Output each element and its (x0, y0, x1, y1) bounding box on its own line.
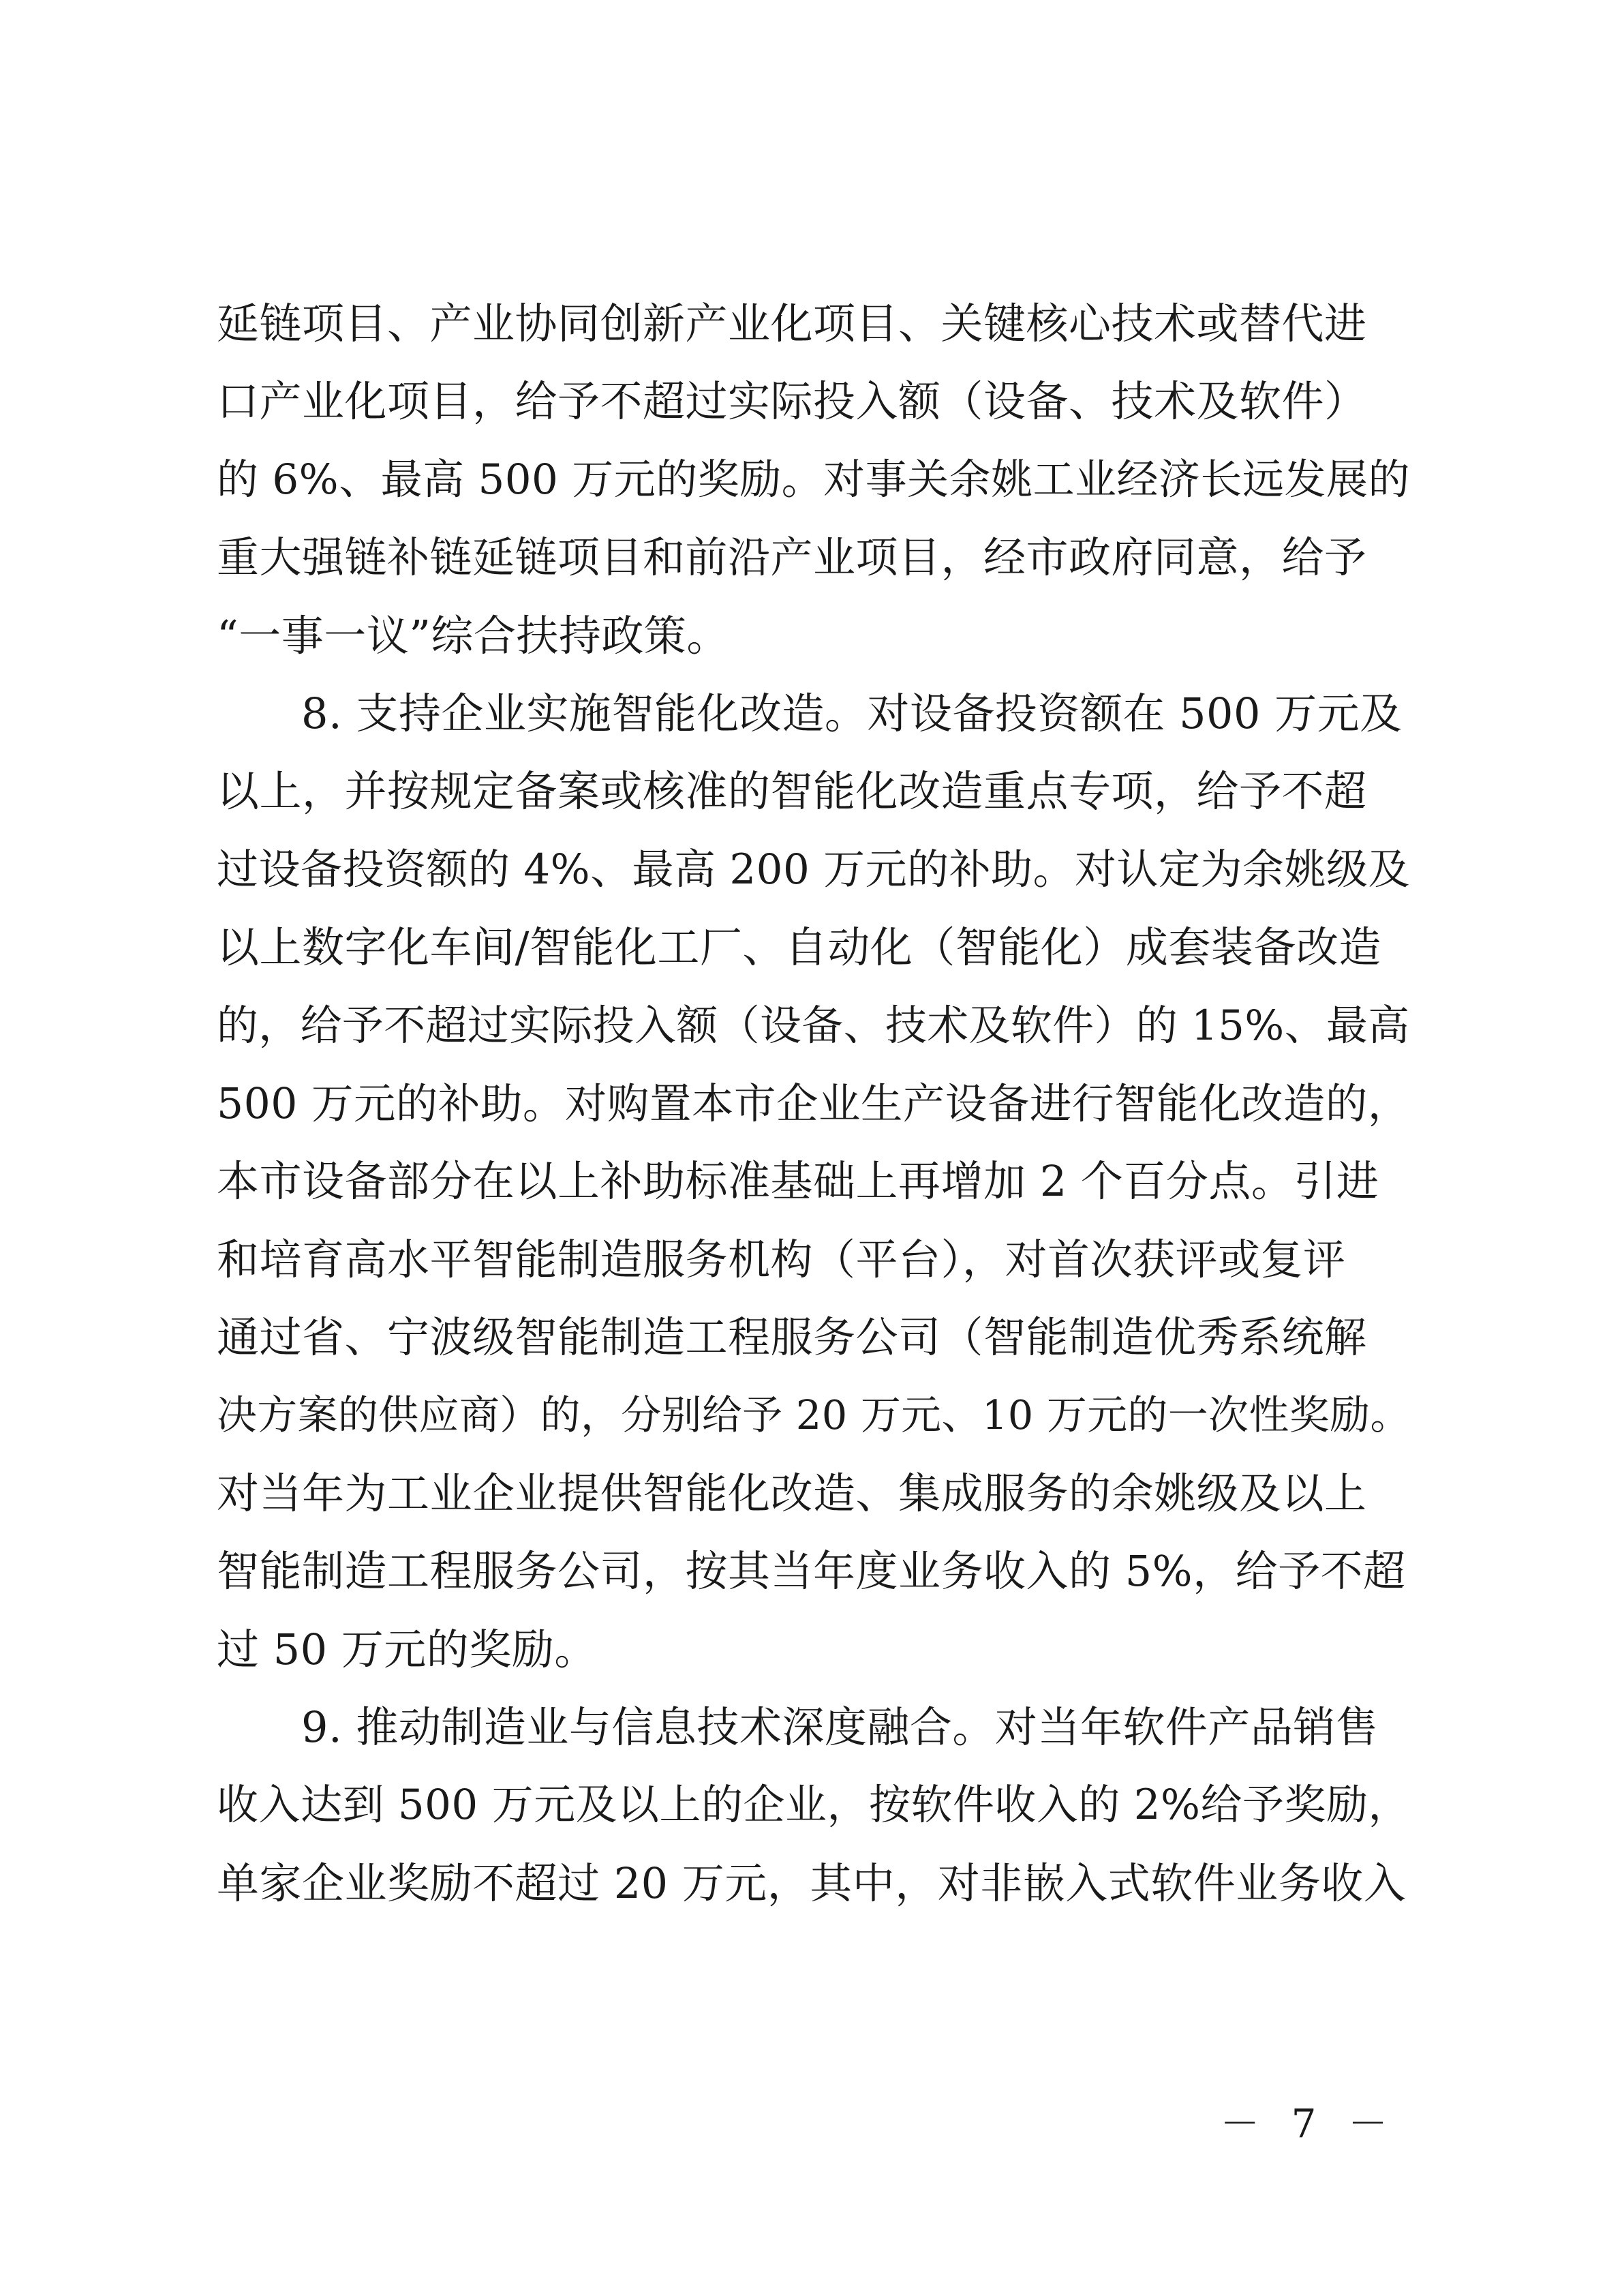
text-line: 8. 支持企业实施智能化改造。对设备投资额在 500 万元及 (301, 688, 1403, 738)
text-line: 500 万元的补助。对购置本市企业生产设备进行智能化改造的， (217, 1078, 1410, 1128)
page-number: － 7 － (1220, 2100, 1397, 2147)
text-line: 本市设备部分在以上补助标准基础上再增加 2 个百分点。引进 (217, 1156, 1379, 1207)
text-line: 收入达到 500 万元及以上的企业，按软件收入的 2%给予奖励， (217, 1781, 1410, 1830)
text-line: “一事一议”综合扶持政策。 (217, 610, 729, 661)
text-line: 过设备投资额的 4%、最高 200 万元的补助。对认定为余姚级及 (217, 845, 1410, 894)
text-line: 通过省、宁波级智能制造工程服务公司（智能制造优秀系统解 (217, 1312, 1367, 1363)
text-line: 延链项目、产业协同创新产业化项目、关键核心技术或替代进 (217, 299, 1367, 348)
text-line: 过 50 万元的奖励。 (217, 1624, 597, 1674)
text-line: 口产业化项目，给予不超过实际投入额（设备、技术及软件） (217, 376, 1367, 427)
text-line: 以上，并按规定备案或核准的智能化改造重点专项，给予不超 (217, 766, 1367, 817)
text-line: 9. 推动制造业与信息技术深度融合。对当年软件产品销售 (301, 1702, 1379, 1753)
body-text (217, 285, 1416, 1922)
text-line: 的，给予不超过实际投入额（设备、技术及软件）的 15%、最高 (217, 1001, 1410, 1050)
text-line: 和培育高水平智能制造服务机构（平台），对首次获评或复评 (217, 1234, 1346, 1284)
text-line: 单家企业奖励不超过 20 万元，其中，对非嵌入式软件业务收入 (217, 1858, 1407, 1908)
text-line: 重大强链补链延链项目和前沿产业项目，经市政府同意，给予 (217, 532, 1367, 583)
text-line: 对当年为工业企业提供智能化改造、集成服务的余姚级及以上 (217, 1468, 1367, 1518)
text-line: 的 6%、最高 500 万元的奖励。对事关余姚工业经济长远发展的 (217, 455, 1410, 504)
text-line: 智能制造工程服务公司，按其当年度业务收入的 5%，给予不超 (217, 1546, 1406, 1597)
text-line: 以上数字化车间/智能化工厂、自动化（智能化）成套装备改造 (217, 922, 1381, 973)
text-line: 决方案的供应商）的，分别给予 20 万元、10 万元的一次性奖励。 (217, 1391, 1411, 1439)
